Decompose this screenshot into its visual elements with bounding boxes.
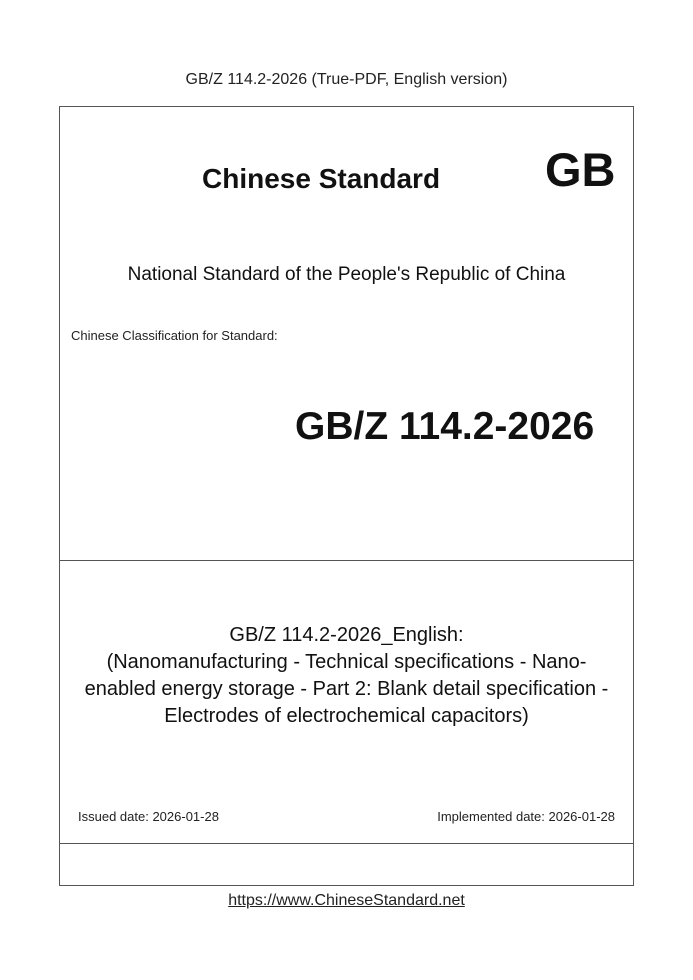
- description-line: (Nanomanufacturing - Technical specifications - Nano-: [106, 651, 587, 673]
- classification-label: Chinese Classification for Standard:: [71, 328, 278, 343]
- section-divider: [59, 560, 634, 561]
- issued-date: Issued date: 2026-01-28: [78, 809, 219, 824]
- description-line: Electrodes of electrochemical capacitors): [164, 705, 529, 727]
- description-line: enabled energy storage - Part 2: Blank detail specification -: [84, 678, 609, 700]
- implemented-date: Implemented date: 2026-01-28: [437, 809, 615, 824]
- document-header: GB/Z 114.2-2026 (True-PDF, English version): [185, 71, 508, 88]
- description-line: GB/Z 114.2-2026_English:: [229, 624, 464, 646]
- cover-frame: [59, 106, 634, 886]
- cover-title: Chinese Standard: [202, 163, 441, 194]
- standard-description: [59, 622, 634, 730]
- section-divider: [59, 843, 634, 844]
- website-link[interactable]: https://www.ChineseStandard.net: [228, 892, 465, 909]
- gb-mark: GB: [545, 143, 616, 196]
- national-standard-line: National Standard of the People's Republic of China: [127, 264, 566, 285]
- standard-number: GB/Z 114.2-2026: [295, 405, 595, 448]
